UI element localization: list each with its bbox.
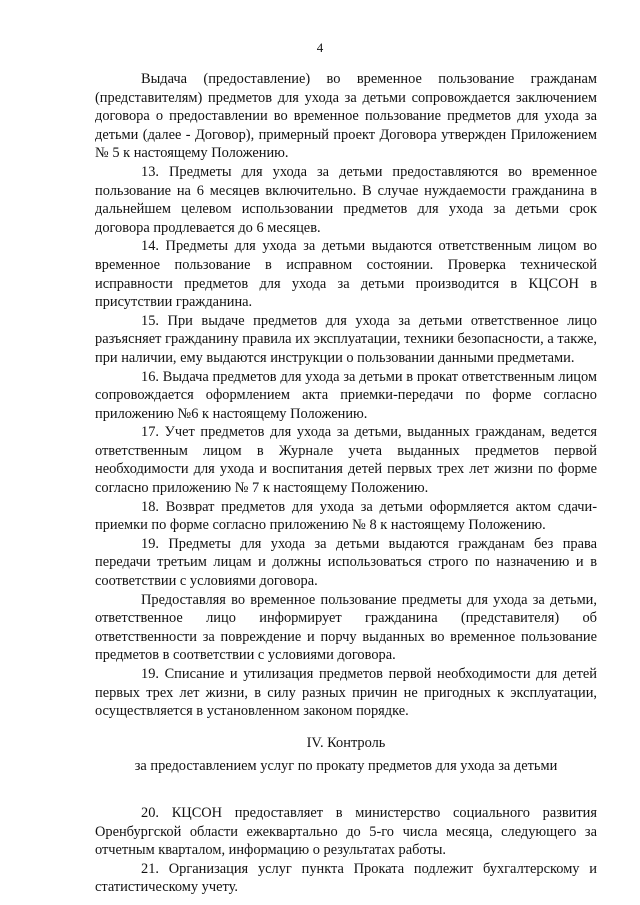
paragraph-17: 17. Учет предметов для ухода за детьми, выданных гражданам, ведется ответственным лицом в Журнале учета выданных предметов первой необходимости для ухода и воспитания детей первых трех лет жизни по форме согласно приложению № 7 к настоящему Положению. [95, 424, 597, 497]
paragraph-issuance: Выдача (предоставление) во временное пользование гражданам (представителям) предметов для ухода за детьми сопровождается заключением договора о предоставлении во временное пользование предметов для ухода за детьми (далее - Договор), примерный проект Договора утвержден Приложением № 5 к настоящему Положению. [95, 71, 597, 162]
paragraph-14: 14. Предметы для ухода за детьми выдаются ответственным лицом во временное пользование в исправном состоянии. Проверка технической исправности предметов для ухода за детьми производится в КЦСОН в присутствии гражданина. [95, 238, 597, 311]
paragraph-21: 21. Организация услуг пункта Проката подлежит бухгалтерскому и статистическому учету. [95, 860, 597, 896]
paragraph-20: 20. КЦСОН предоставляет в министерство социального развития Оренбургской области ежеквартально до 5-го числа месяца, следующего за отчетным кварталом, информацию о результатах работы. [95, 804, 597, 859]
document-body [95, 70, 597, 897]
paragraph-19: 19. Предметы для ухода за детьми выдаются гражданам без права передачи третьим лицам и должны использоваться строго по назначению и в соответствии с условиями договора. [95, 535, 597, 590]
paragraph-16: 16. Выдача предметов для ухода за детьми в прокат ответственным лицом сопровождается оформлением акта приемки-передачи по форме согласно приложению №6 к настоящему Положению. [95, 368, 597, 422]
section-heading: IV. Контроль [306, 734, 386, 751]
paragraph-15: 15. При выдаче предметов для ухода за детьми ответственное лицо разъясняет гражданину правила их эксплуатации, техники безопасности, а также, при наличии, ему выдаются инструкции о пользовании данными предметами. [95, 312, 597, 366]
section-subheading: за предоставлением услуг по прокату предметов для ухода за детьми [134, 758, 558, 775]
page-number: 4 [316, 40, 324, 55]
paragraph-responsibility: Предоставляя во временное пользование предметы для ухода за детьми, ответственное лицо информирует гражданина (представителя) об ответственности за повреждение и порчу выданных во временное пользование предметов в соответствии с условиями договора. [95, 591, 597, 664]
paragraph-19-writeoff: 19. Списание и утилизация предметов первой необходимости для детей первых трех лет жизни, в силу разных причин не пригодных к эксплуатации, осуществляется в установленном законом порядке. [95, 666, 597, 720]
paragraph-13: 13. Предметы для ухода за детьми предоставляются во временное пользование на 6 месяцев включительно. В случае нуждаемости гражданина в дальнейшем целевом использовании предметов для ухода за детьми срок договора продлевается до 6 месяцев. [95, 163, 597, 236]
paragraph-18: 18. Возврат предметов для ухода за детьми оформляется актом сдачи-приемки по форме согласно приложению № 8 к настоящему Положению. [95, 498, 597, 534]
